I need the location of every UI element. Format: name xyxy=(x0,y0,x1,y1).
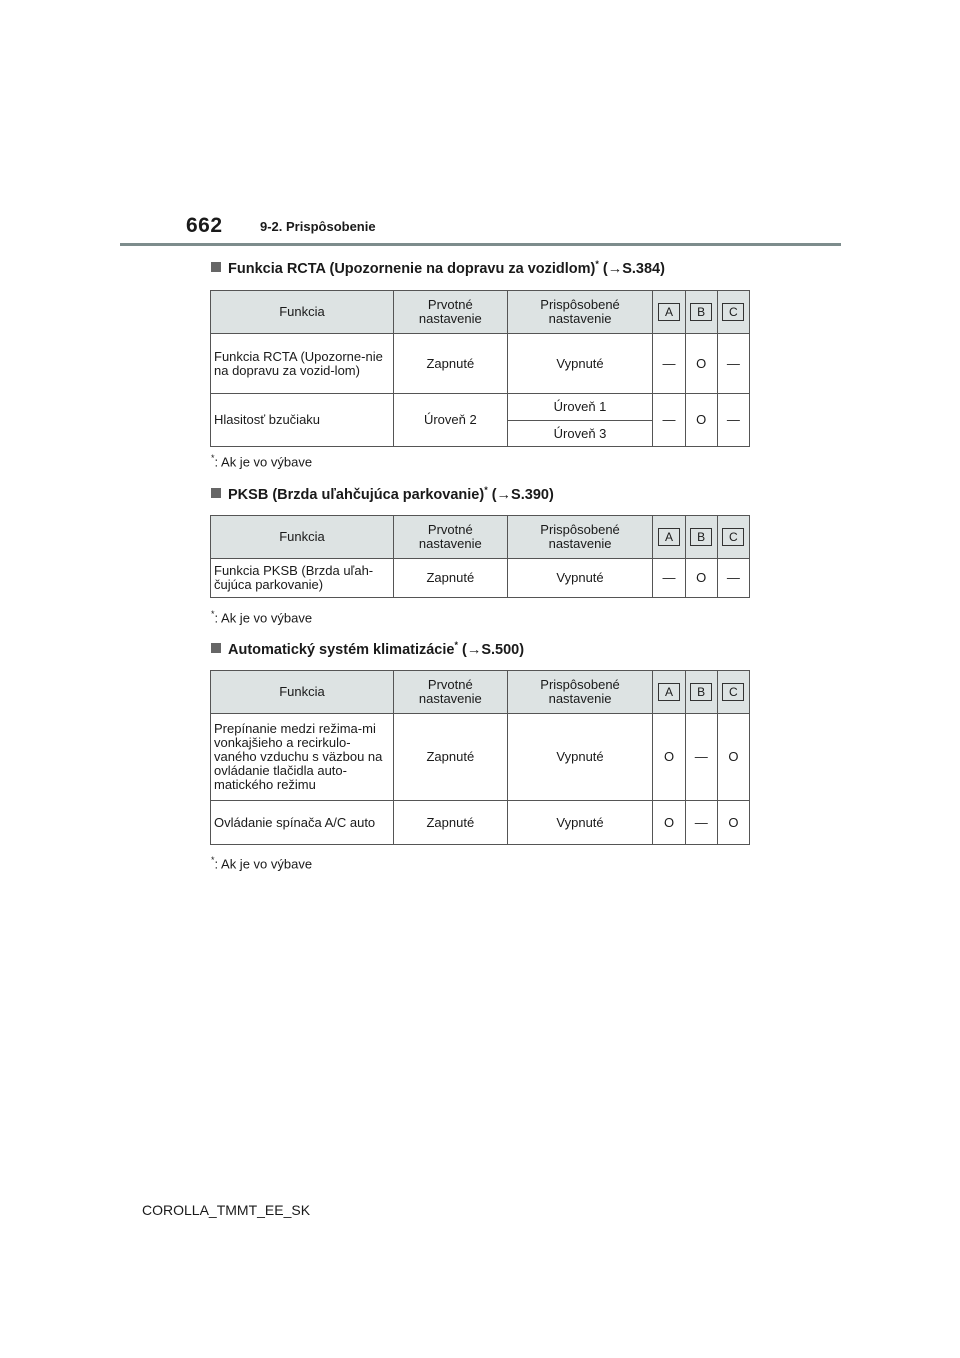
cell-function: Funkcia RCTA (Upozorne-nie na dopravu za vozid-lom) xyxy=(211,334,394,394)
heading-text: Funkcia RCTA (Upozornenie na dopravu za vozidlom) xyxy=(228,260,596,277)
cell-initial: Zapnuté xyxy=(394,801,508,845)
footnote xyxy=(211,609,312,625)
table-rcta xyxy=(210,290,750,447)
box-letter-b: B xyxy=(690,683,712,701)
col-a xyxy=(653,516,685,559)
table-header-row xyxy=(211,671,750,714)
col-b xyxy=(685,516,717,559)
col-c xyxy=(717,291,749,334)
asterisk: * xyxy=(484,485,488,495)
col-custom: Prispôsobené nastavenie xyxy=(507,291,653,334)
cell-a: — xyxy=(653,334,685,394)
heading-climate xyxy=(211,640,524,658)
box-letter-a: A xyxy=(658,303,680,321)
cell-custom: Vypnuté xyxy=(507,334,653,394)
box-letter-c: C xyxy=(722,303,744,321)
heading-text: PKSB (Brzda uľahčujúca parkovanie) xyxy=(228,486,485,503)
table-row xyxy=(211,394,750,421)
cell-a: O xyxy=(653,801,685,845)
cell-initial: Zapnuté xyxy=(394,334,508,394)
page-reference[interactable]: (→S.500) xyxy=(457,641,525,658)
cell-function: Funkcia PKSB (Brzda uľah-čujúca parkovanie) xyxy=(211,559,394,598)
asterisk: * xyxy=(454,640,458,650)
cell-c: O xyxy=(717,714,749,801)
col-initial: Prvotné nastavenie xyxy=(394,671,508,714)
bullet-square-icon xyxy=(211,643,221,653)
table-climate xyxy=(210,670,750,845)
box-letter-a: A xyxy=(658,528,680,546)
col-custom: Prispôsobené nastavenie xyxy=(507,516,653,559)
asterisk: * xyxy=(595,259,599,269)
footnote-mark: * xyxy=(211,855,215,865)
box-letter-c: C xyxy=(722,528,744,546)
cell-c: — xyxy=(717,394,749,447)
footnote-mark: * xyxy=(211,609,215,619)
col-custom: Prispôsobené nastavenie xyxy=(507,671,653,714)
box-letter-a: A xyxy=(658,683,680,701)
cell-initial: Zapnuté xyxy=(394,714,508,801)
heading-text: Automatický systém klimatizácie xyxy=(228,641,455,658)
cell-b: O xyxy=(685,334,717,394)
col-initial: Prvotné nastavenie xyxy=(394,516,508,559)
table-pksb xyxy=(210,515,750,598)
cell-c: — xyxy=(717,334,749,394)
box-letter-c: C xyxy=(722,683,744,701)
table-header-row xyxy=(211,516,750,559)
footnote xyxy=(211,453,312,469)
box-letter-b: B xyxy=(690,528,712,546)
header-rule xyxy=(120,243,841,246)
table-header-row xyxy=(211,291,750,334)
col-c xyxy=(717,516,749,559)
heading-pksb xyxy=(211,485,554,503)
table-row xyxy=(211,801,750,845)
cell-custom-alt: Úroveň 3 xyxy=(507,421,653,447)
heading-rcta xyxy=(211,259,665,277)
cell-a: — xyxy=(653,394,685,447)
cell-custom: Vypnuté xyxy=(507,559,653,598)
col-a xyxy=(653,291,685,334)
footnote-text: : Ak je vo výbave xyxy=(214,454,313,470)
col-c xyxy=(717,671,749,714)
cell-b: O xyxy=(685,394,717,447)
table-row xyxy=(211,334,750,394)
cell-b: — xyxy=(685,714,717,801)
cell-a: — xyxy=(653,559,685,598)
col-a xyxy=(653,671,685,714)
cell-c: — xyxy=(717,559,749,598)
cell-custom: Vypnuté xyxy=(507,801,653,845)
col-function: Funkcia xyxy=(211,291,394,334)
page-number: 662 xyxy=(186,214,223,237)
cell-initial: Zapnuté xyxy=(394,559,508,598)
document-code: COROLLA_TMMT_EE_SK xyxy=(142,1202,311,1218)
col-initial: Prvotné nastavenie xyxy=(394,291,508,334)
page-reference[interactable]: (→S.384) xyxy=(598,260,665,277)
section-title: 9-2. Prispôsobenie xyxy=(260,219,376,234)
cell-a: O xyxy=(653,714,685,801)
footnote-text: : Ak je vo výbave xyxy=(214,856,313,872)
footnote xyxy=(211,855,312,871)
cell-function: Prepínanie medzi režima-mi vonkajšieho a recirkulo-vaného vzduchu s väzbou na ovládanie tlačidla auto-matického režimu xyxy=(211,714,394,801)
col-function: Funkcia xyxy=(211,516,394,559)
bullet-square-icon xyxy=(211,262,221,272)
cell-function: Ovládanie spínača A/C auto xyxy=(211,801,394,845)
cell-function: Hlasitosť bzučiaku xyxy=(211,394,394,447)
cell-b: — xyxy=(685,801,717,845)
cell-initial: Úroveň 2 xyxy=(394,394,508,447)
cell-custom: Vypnuté xyxy=(507,714,653,801)
col-b xyxy=(685,671,717,714)
bullet-square-icon xyxy=(211,488,221,498)
table-row xyxy=(211,714,750,801)
cell-c: O xyxy=(717,801,749,845)
cell-b: O xyxy=(685,559,717,598)
cell-custom: Úroveň 1 xyxy=(507,394,653,421)
table-row xyxy=(211,559,750,598)
col-function: Funkcia xyxy=(211,671,394,714)
footnote-text: : Ak je vo výbave xyxy=(214,610,313,626)
page-reference[interactable]: (→S.390) xyxy=(487,486,554,503)
footnote-mark: * xyxy=(211,453,215,463)
col-b xyxy=(685,291,717,334)
box-letter-b: B xyxy=(690,303,712,321)
